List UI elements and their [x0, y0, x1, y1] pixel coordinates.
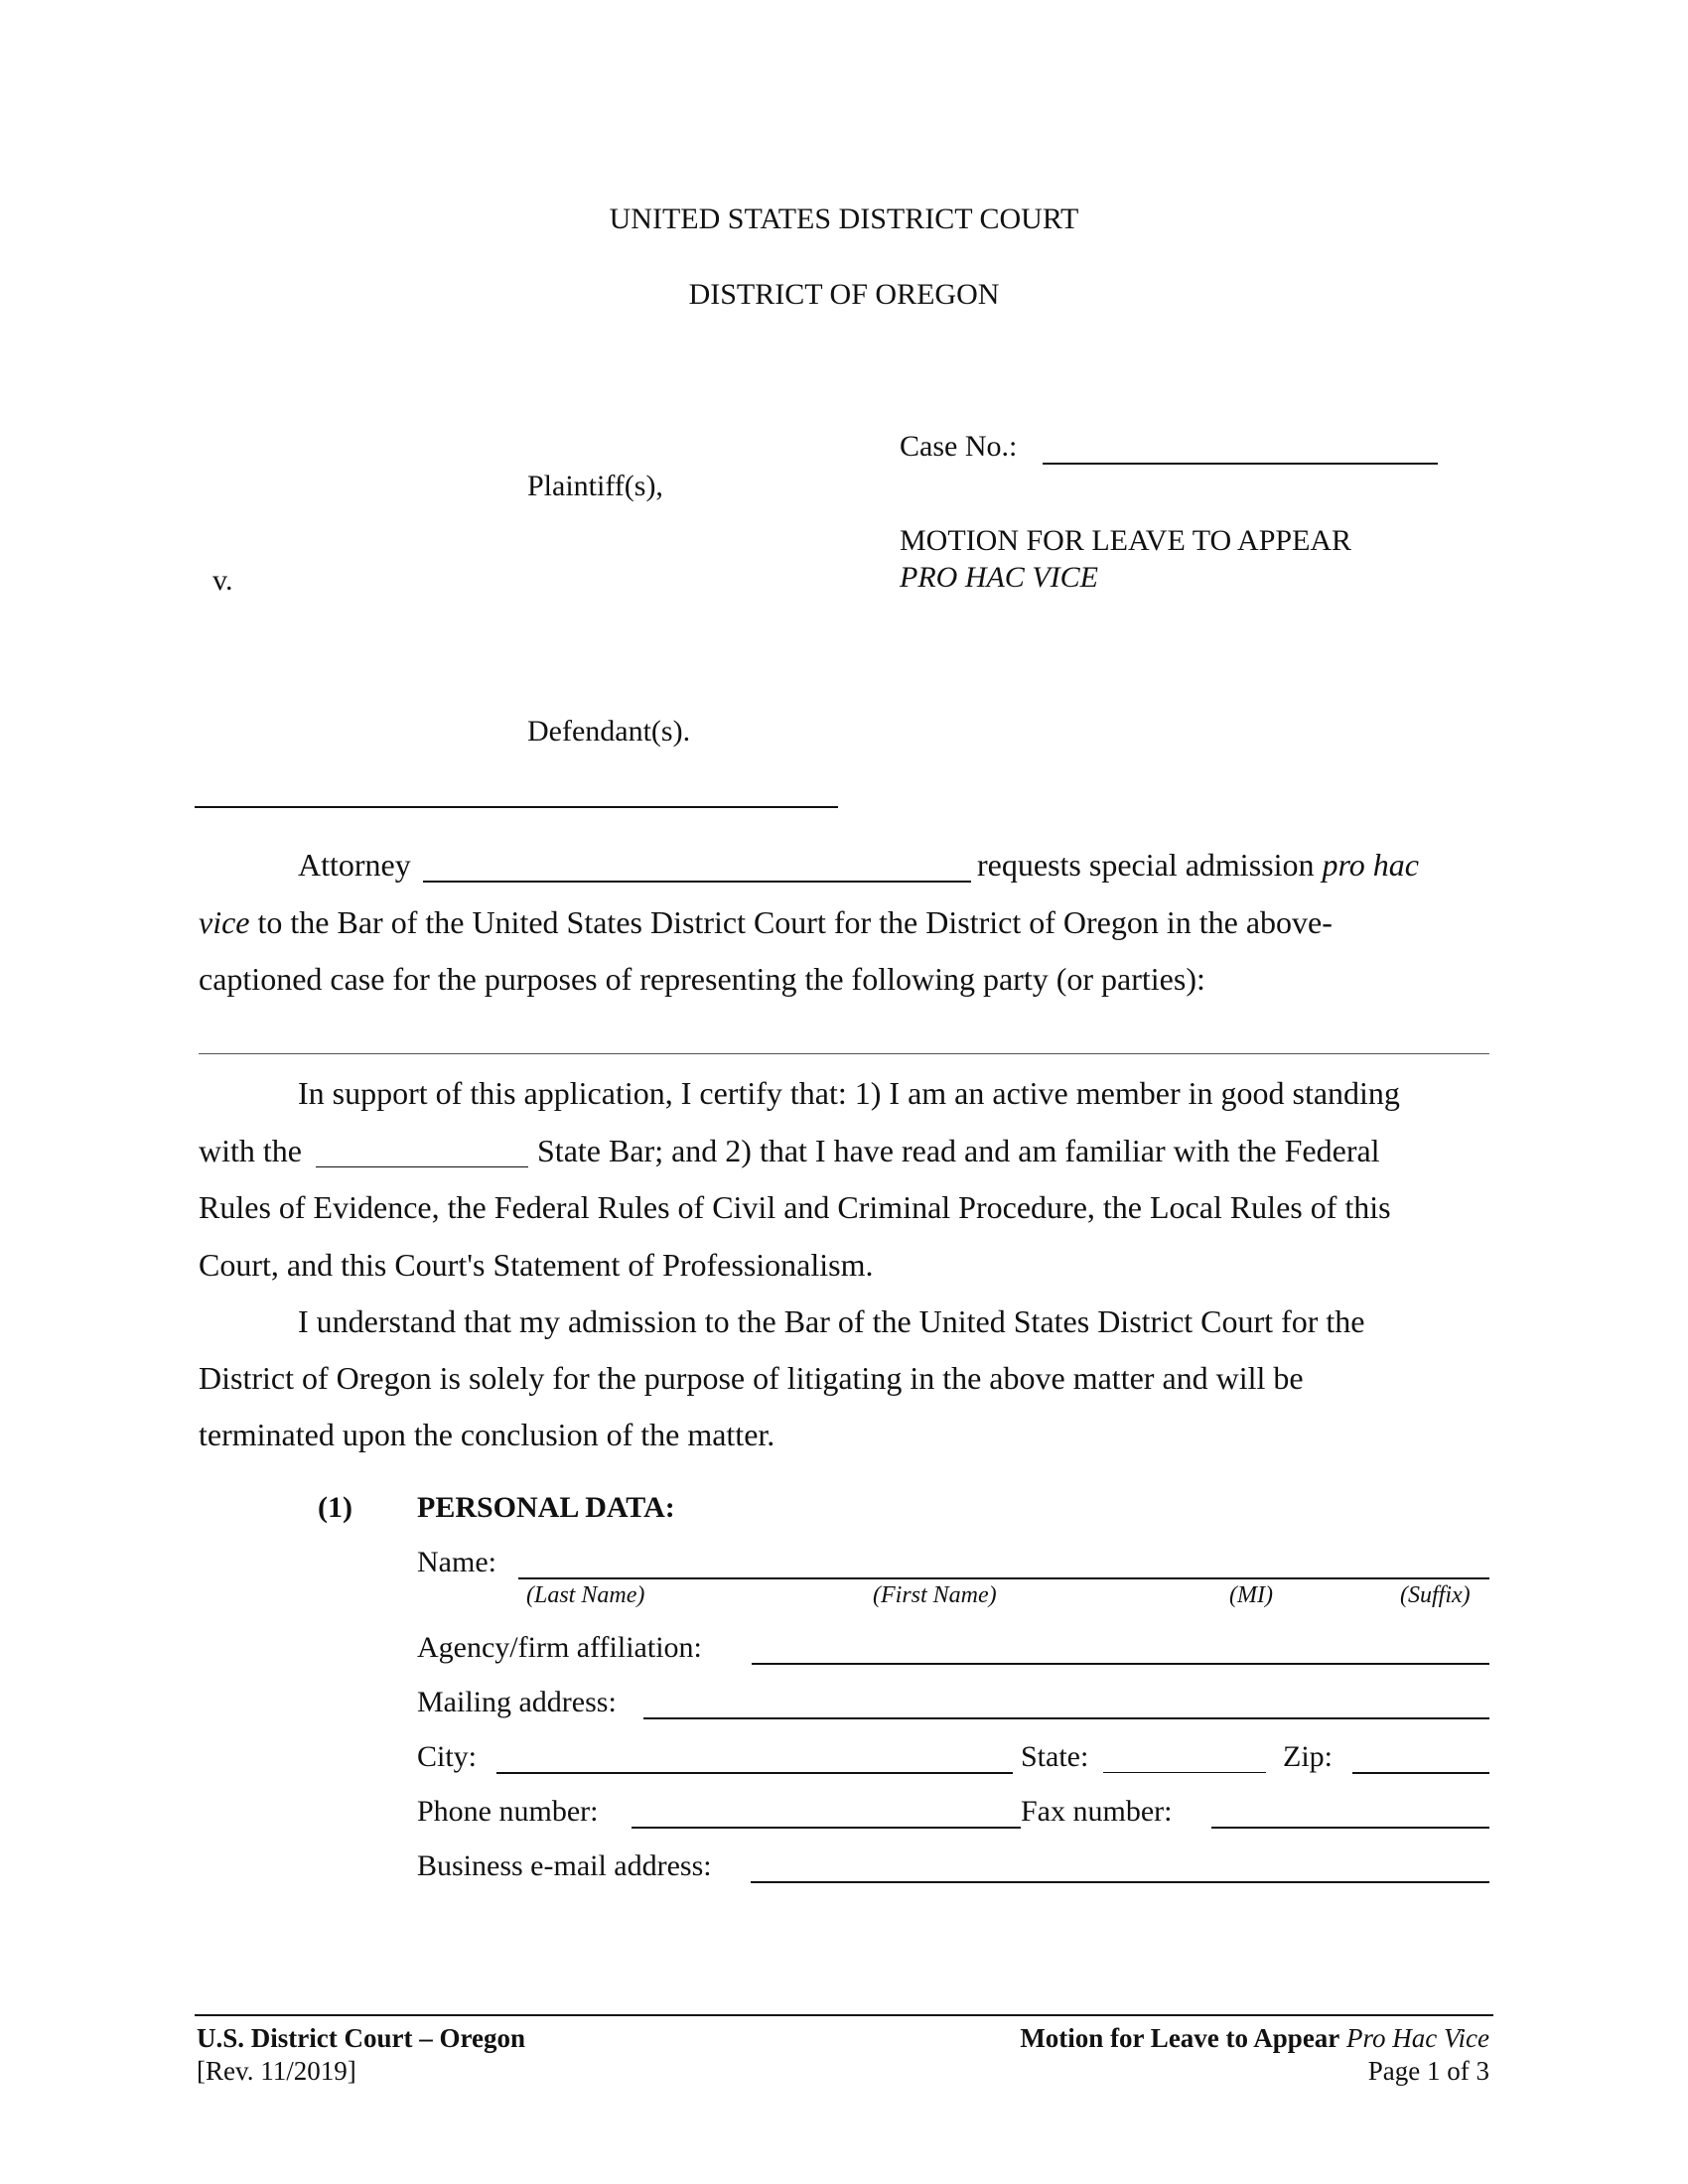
attorney-label: Attorney [298, 847, 411, 883]
footer-revision: [Rev. 11/2019] [197, 2056, 356, 2086]
phone-label: Phone number: [417, 1795, 599, 1828]
understand-line-3: terminated upon the conclusion of the matter. [199, 1417, 775, 1452]
footer-pro-hac-vice: Pro Hac Vice [1346, 2023, 1489, 2053]
vice-text: vice [199, 904, 250, 940]
caption-divider [195, 806, 838, 808]
zip-label: Zip: [1283, 1740, 1333, 1773]
email-field[interactable] [751, 1881, 1489, 1883]
pro-hac-text: pro hac [1322, 847, 1419, 883]
state-field[interactable] [1103, 1772, 1266, 1773]
understand-line-2: District of Oregon is solely for the purpose of litigating in the above matter and will be [199, 1360, 1304, 1396]
suffix-sublabel: (Suffix) [1400, 1582, 1471, 1608]
last-name-sublabel: (Last Name) [526, 1582, 645, 1608]
understand-line-1: I understand that my admission to the Bar of the United States District Court for the [298, 1303, 1365, 1339]
fax-field[interactable] [1211, 1827, 1489, 1829]
footer-left-title: U.S. District Court – Oregon [197, 2023, 525, 2053]
versus: v. [212, 564, 233, 597]
agency-label: Agency/firm affiliation: [417, 1631, 702, 1664]
city-label: City: [417, 1740, 478, 1773]
agency-field[interactable] [752, 1663, 1489, 1665]
district-title: DISTRICT OF OREGON [688, 278, 1000, 311]
section-number: (1) [318, 1491, 352, 1524]
first-name-sublabel: (First Name) [873, 1582, 997, 1608]
certify-line-3: Rules of Evidence, the Federal Rules of Civil and Criminal Procedure, the Local Rules of this [199, 1189, 1391, 1225]
case-no-label: Case No.: [900, 430, 1018, 463]
mi-sublabel: (MI) [1229, 1582, 1273, 1608]
name-field[interactable] [518, 1577, 1489, 1579]
personal-data-heading: PERSONAL DATA: [417, 1491, 675, 1524]
mailing-address-field[interactable] [643, 1717, 1489, 1719]
email-label: Business e-mail address: [417, 1849, 712, 1882]
case-no-field[interactable] [1043, 463, 1438, 465]
certify-line-2-b: State Bar; and 2) that I have read and am familiar with the Federal [537, 1133, 1380, 1168]
zip-field[interactable] [1352, 1772, 1489, 1774]
court-title: UNITED STATES DISTRICT COURT [609, 203, 1079, 235]
phone-field[interactable] [632, 1827, 1021, 1829]
plaintiff-label: Plaintiff(s), [527, 470, 663, 502]
footer-motion-title: Motion for Leave to Appear [1020, 2023, 1340, 2053]
certify-line-4: Court, and this Court's Statement of Professionalism. [199, 1247, 874, 1283]
state-bar-field[interactable] [316, 1166, 528, 1167]
defendant-label: Defendant(s). [527, 715, 691, 748]
city-field[interactable] [496, 1772, 1013, 1774]
attorney-name-field[interactable] [423, 881, 971, 883]
intro-line-2 [199, 904, 1333, 941]
intro-line-3: captioned case for the purposes of representing the following party (or parties): [199, 961, 1205, 997]
parties-field[interactable] [199, 1053, 1489, 1054]
state-label: State: [1021, 1740, 1089, 1773]
footer-right-title [1020, 2023, 1489, 2054]
fax-label: Fax number: [1021, 1795, 1173, 1828]
footer-divider [195, 2014, 1493, 2016]
certify-line-1: In support of this application, I certify that: 1) I am an active member in good standing [298, 1075, 1400, 1111]
motion-title: MOTION FOR LEAVE TO APPEAR [900, 524, 1352, 557]
intro-line-2-text: to the Bar of the United States District Court for the District of Oregon in the above- [249, 904, 1333, 940]
motion-title-italic: PRO HAC VICE [900, 561, 1098, 594]
requests-text-line [977, 847, 1419, 884]
requests-text: requests special admission [977, 847, 1315, 883]
certify-line-2-a: with the [199, 1133, 302, 1168]
name-label: Name: [417, 1546, 496, 1578]
footer-page-number: Page 1 of 3 [1367, 2056, 1489, 2086]
mailing-label: Mailing address: [417, 1686, 617, 1718]
